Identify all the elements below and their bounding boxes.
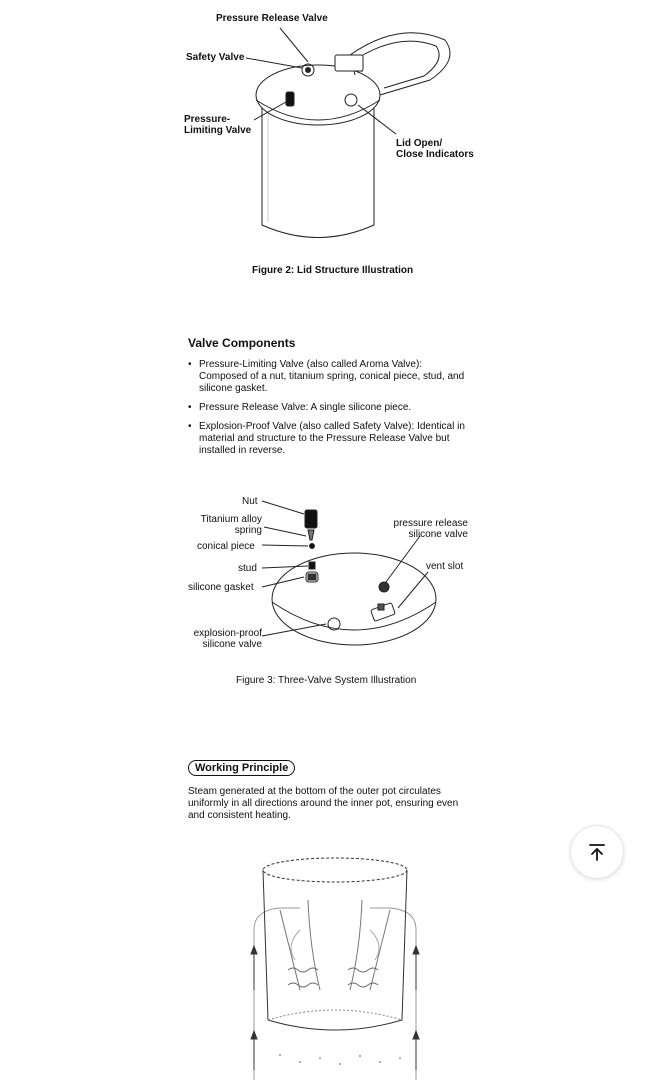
working-principle-section: [188, 758, 470, 822]
back-to-top-button[interactable]: [570, 825, 624, 879]
valve-components-section: [188, 336, 473, 464]
steam-circulation-figure: [240, 850, 430, 1080]
label-lid-indicators: Lid Open/ Close Indicators: [396, 138, 474, 160]
label-titanium-spring: Titanium alloy spring: [200, 514, 262, 536]
three-valve-system-illustration: [0, 490, 658, 700]
label-explosion-proof: explosion-proof silicone valve: [193, 628, 262, 650]
figure-3-caption: Figure 3: Three-Valve System Illustration: [236, 675, 417, 686]
label-silicone-gasket: silicone gasket: [188, 582, 254, 593]
label-pressure-release-silicone: pressure release silicone valve: [393, 518, 468, 540]
lid-structure-illustration: [0, 0, 658, 300]
list-item: • Pressure-Limiting Valve (also called Aroma Valve): Composed of a nut, titanium spring, conical piece, stud, and silicone gasket.: [188, 359, 473, 395]
label-pressure-limiting-valve: Pressure- Limiting Valve: [184, 114, 252, 136]
steam-circulation-illustration: [240, 850, 430, 1080]
label-pressure-release-valve: Pressure Release Valve: [216, 13, 328, 24]
working-principle-heading: Working Principle: [188, 760, 295, 776]
label-safety-valve: Safety Valve: [186, 52, 245, 63]
label-nut: Nut: [242, 496, 258, 507]
valve-components-heading: Valve Components: [188, 336, 296, 350]
arrow-up-to-line-icon: [587, 842, 607, 862]
figure-3: [0, 490, 658, 700]
label-stud: stud: [238, 563, 257, 574]
list-item: • Explosion-Proof Valve (also called Safety Valve): Identical in material and structure to the Pressure Release Valve but installed in reverse.: [188, 421, 473, 457]
label-conical-piece: conical piece: [197, 541, 255, 552]
list-item: • Pressure Release Valve: A single silicone piece.: [188, 402, 473, 414]
working-principle-text: Steam generated at the bottom of the outer pot circulates uniformly in all directions around the inner pot, ensuring even and consistent heating.: [188, 786, 459, 821]
label-vent-slot: vent slot: [426, 561, 464, 572]
valve-components-list: [188, 359, 473, 457]
figure-2-caption: Figure 2: Lid Structure Illustration: [252, 265, 414, 276]
figure-2: [0, 0, 658, 300]
